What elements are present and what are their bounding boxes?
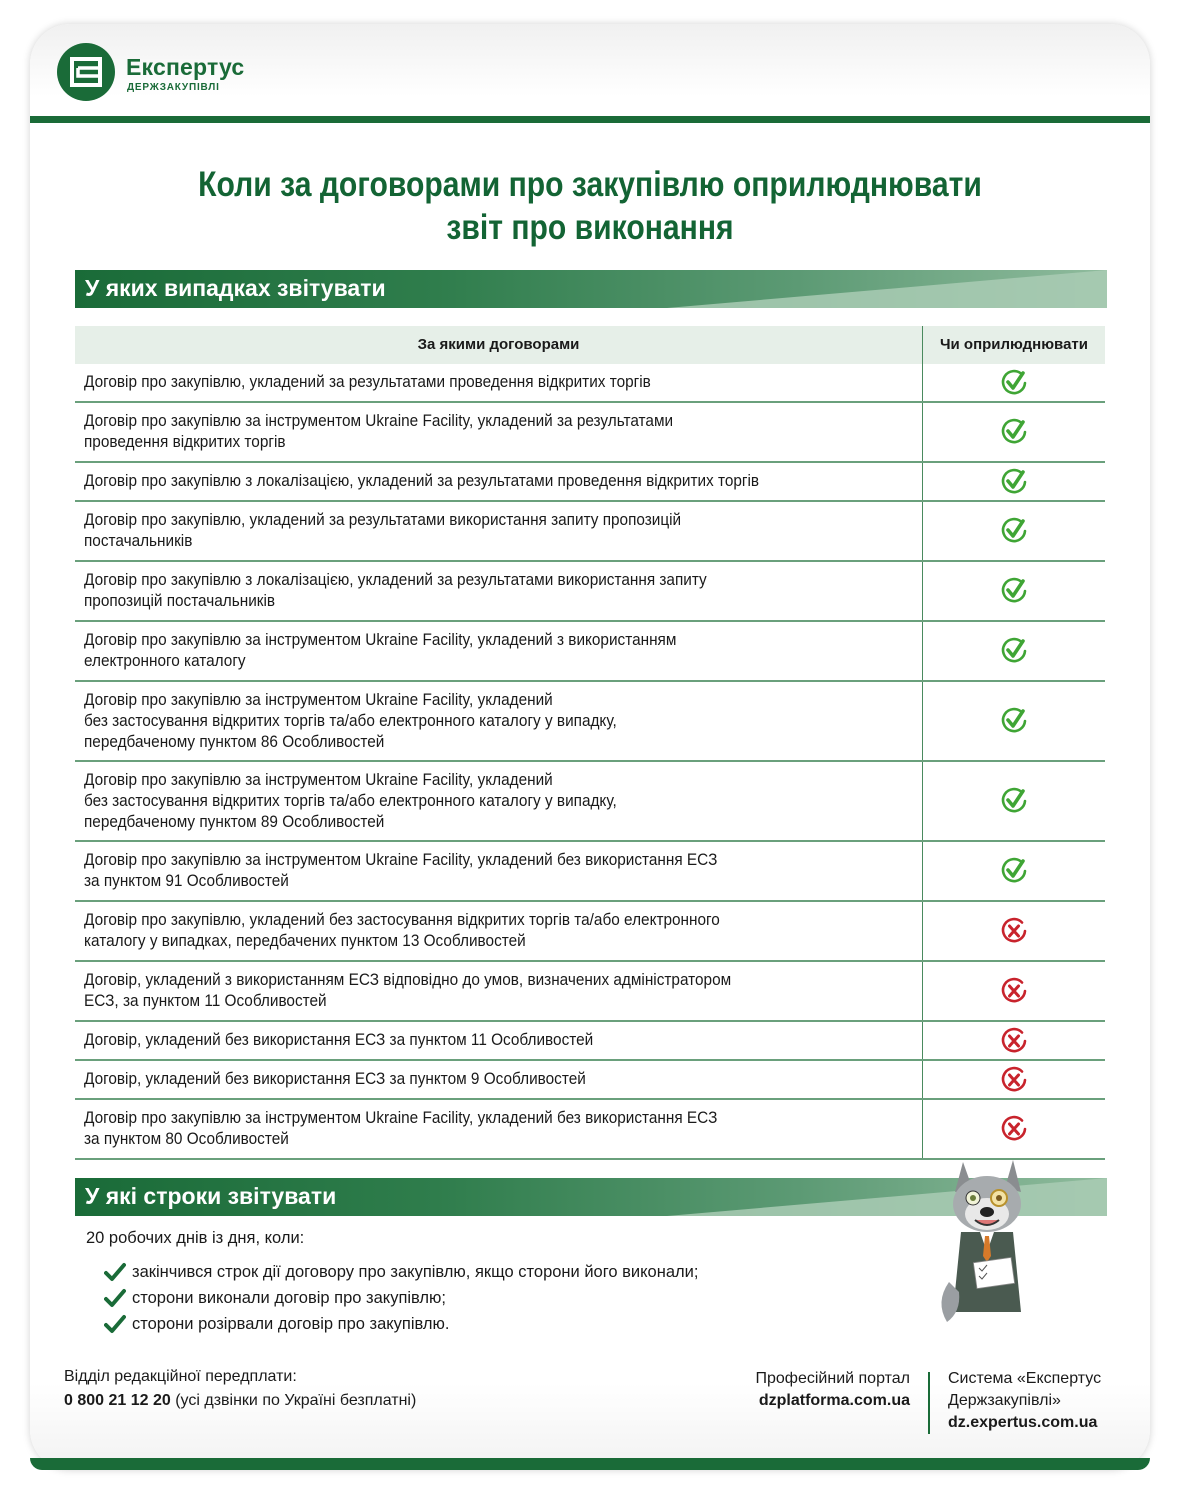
subscription-label: Відділ редакційної передплати: [64,1368,297,1385]
checkmark-icon [104,1262,126,1282]
contract-type-text: Договір про закупівлю за інструментом Ukraine Facility, укладений з використанням електронного каталогу [84,631,677,670]
check-circle-icon [1000,577,1028,605]
table-row [75,364,1105,403]
column-header-publish: Чи оприлюднювати [939,336,1088,353]
contract-type-cell [75,962,923,1020]
table-row [75,762,1105,842]
table-row [75,1100,1105,1160]
table-row [75,962,1105,1022]
table-row [75,502,1105,562]
contract-type-cell [75,622,923,680]
publish-status-cell [923,562,1105,620]
section-heading-cases: У яких випадках звітувати [85,275,386,301]
phone-note: (усі дзвінки по Україні безплатні) [175,1392,417,1409]
header-divider [30,116,1150,123]
table-row [75,842,1105,902]
table-body [75,364,1105,1160]
x-circle-icon [1000,917,1028,945]
publish-status-cell [923,403,1105,461]
logo-icon [57,43,115,101]
checkmark-icon [104,1314,126,1334]
publish-status-cell [923,364,1105,401]
table-row [75,463,1105,502]
list-item [104,1285,698,1311]
list-item-text: сторони розірвали договір про закупівлю. [132,1314,450,1333]
contract-type-cell [75,1100,923,1158]
contract-type-text: Договір, укладений з використанням ЕСЗ відповідно до умов, визначених адміністратором ЕСЗ, за пунктом 11 Особливостей [84,971,732,1010]
portal-link[interactable]: dzplatforma.com.ua [758,1392,910,1409]
table-row [75,403,1105,463]
checkmark-icon [104,1288,126,1308]
list-item [104,1311,698,1337]
wolf-mascot-illustration [935,1152,1035,1332]
terms-list [104,1259,698,1337]
list-item-text: закінчився строк дії договору про закупівлю, якщо сторони його виконали; [132,1262,699,1281]
contract-type-cell [75,682,923,760]
page-title [186,163,994,249]
contract-type-cell [75,842,923,900]
brand-name: Експертус [126,54,245,80]
publish-status-cell [923,1100,1105,1158]
contract-type-cell [75,1061,923,1098]
publish-status-cell [923,1022,1105,1059]
check-circle-icon [1000,857,1028,885]
publish-status-cell [923,463,1105,500]
page-title-line1: Коли за договорами про закупівлю оприлюднювати [198,165,982,204]
contract-type-cell [75,463,923,500]
subscription-phone-line [64,1392,416,1410]
portal-label: Професійний портал [755,1370,910,1387]
publish-status-cell [923,502,1105,560]
bottom-accent-bar [30,1458,1150,1470]
list-item [104,1259,698,1285]
check-circle-icon [1000,517,1028,545]
system-label-line2: Держзакупівлі» [948,1392,1061,1409]
x-circle-icon [1000,1115,1028,1143]
contract-type-text: Договір про закупівлю, укладений без застосування відкритих торгів та/або електронного каталогу у випадках, передбачених пунктом 13 Особливостей [84,911,720,950]
check-circle-icon [1000,637,1028,665]
publish-status-cell [923,902,1105,960]
table-row [75,1061,1105,1100]
check-circle-icon [1000,707,1028,735]
x-circle-icon [1000,1066,1028,1094]
check-circle-icon [1000,418,1028,446]
publish-status-cell [923,762,1105,840]
system-link[interactable]: dz.expertus.com.ua [948,1414,1098,1431]
page-title-line2: звіт про виконання [446,208,734,247]
contract-type-cell [75,762,923,840]
contract-type-text: Договір про закупівлю за інструментом Ukraine Facility, укладений без використання ЕСЗ за пунктом 91 Особливостей [84,851,718,890]
table-row [75,562,1105,622]
column-header-contracts: За якими договорами [75,326,923,364]
section-heading-terms: У які строки звітувати [85,1183,337,1209]
table-row [75,622,1105,682]
x-circle-icon [1000,1027,1028,1055]
system-label-line1: Система «Експертус [948,1370,1102,1387]
subscription-phone[interactable]: 0 800 21 12 20 [64,1392,171,1409]
publish-status-cell [923,1061,1105,1098]
publish-status-cell [923,622,1105,680]
footer-divider [928,1372,930,1434]
contract-type-text: Договір про закупівлю, укладений за результатами використання запиту пропозицій постачальників [84,511,682,550]
decorative-stripe [667,270,1107,308]
x-circle-icon [1000,977,1028,1005]
contract-type-cell [75,562,923,620]
contract-type-text: Договір про закупівлю з локалізацією, укладений за результатами використання запиту пропозицій постачальників [84,571,707,610]
contract-type-text: Договір про закупівлю за інструментом Ukraine Facility, укладений без використання ЕСЗ за пунктом 80 Особливостей [84,1109,718,1148]
check-circle-icon [1000,369,1028,397]
list-item-text: сторони виконали договір про закупівлю; [132,1288,447,1307]
contract-type-cell [75,1022,923,1059]
publish-status-cell [923,842,1105,900]
contract-type-cell [75,403,923,461]
contracts-table [75,326,1105,1160]
table-header [75,326,1105,364]
contract-type-cell [75,502,923,560]
contract-type-text: Договір про закупівлю за інструментом Ukraine Facility, укладений за результатами проведення відкритих торгів [84,412,674,451]
section-header-cases [75,270,1107,308]
contract-type-cell [75,364,923,401]
contract-type-text: Договір про закупівлю з локалізацією, укладений за результатами проведення відкритих торгів [84,472,760,490]
check-circle-icon [1000,468,1028,496]
contract-type-text: Договір, укладений без використання ЕСЗ за пунктом 11 Особливостей [84,1031,594,1049]
contract-type-text: Договір про закупівлю за інструментом Ukraine Facility, укладений без застосування відкритих торгів та/або електронного каталогу у випадку, передбаченому пунктом 89 Особливостей [84,770,617,831]
table-row [75,902,1105,962]
publish-status-cell [923,962,1105,1020]
contract-type-text: Договір про закупівлю, укладений за результатами проведення відкритих торгів [84,373,651,391]
table-row [75,682,1105,762]
contract-type-text: Договір про закупівлю за інструментом Ukraine Facility, укладений без застосування відкритих торгів та/або електронного каталогу у випадку, передбаченому пунктом 86 Особливостей [84,690,617,751]
contract-type-text: Договір, укладений без використання ЕСЗ за пунктом 9 Особливостей [84,1070,586,1088]
terms-intro: 20 робочих днів із дня, коли: [86,1229,305,1247]
table-row [75,1022,1105,1061]
publish-status-cell [923,682,1105,760]
brand-subtitle: ДЕРЖЗАКУПІВЛІ [127,82,220,93]
decorative-stripe [667,1178,1107,1216]
contract-type-cell [75,902,923,960]
check-circle-icon [1000,787,1028,815]
